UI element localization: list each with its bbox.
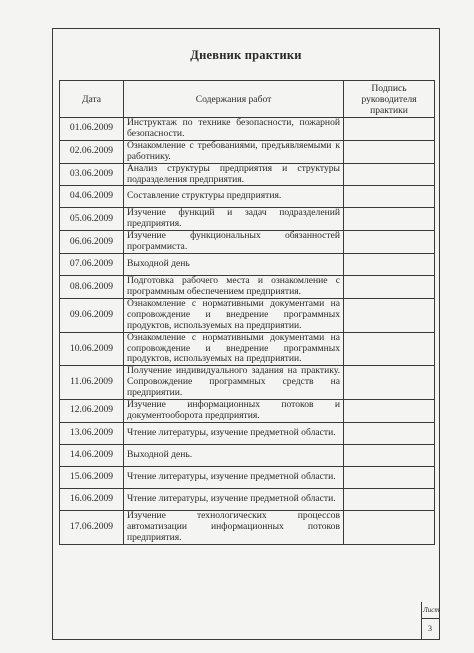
stamp-divider-vertical [421, 602, 422, 640]
table-row [60, 488, 435, 510]
row-work: Чтение литературы, изучение предметной области. [124, 466, 344, 488]
row-signature [344, 488, 435, 510]
header-work: Содержания работ [124, 81, 344, 118]
table-header-row [60, 81, 435, 118]
stamp-divider-horizontal [421, 618, 440, 619]
row-work: Инструктаж по технике безопасности, пожарной безопасности. [124, 118, 344, 141]
row-signature [344, 231, 435, 254]
row-date: 05.06.2009 [60, 208, 124, 231]
row-work: Выходной день. [124, 444, 344, 466]
row-date: 02.06.2009 [60, 140, 124, 163]
row-signature [344, 366, 435, 400]
table-row [60, 186, 435, 208]
row-signature [344, 118, 435, 141]
table-row [60, 510, 435, 544]
page-number: 3 [428, 624, 432, 633]
row-work: Чтение литературы, изучение предметной области. [124, 488, 344, 510]
table-row [60, 400, 435, 423]
row-work: Ознакомление с нормативными документами на сопровождение и внедрение программных продуктов, используемых на предприятии. [124, 298, 344, 332]
row-work: Изучение функций и задач подразделений предприятия. [124, 208, 344, 231]
row-work: Выходной день [124, 254, 344, 276]
table-row [60, 422, 435, 444]
row-work: Изучение функциональных обязанностей программиста. [124, 231, 344, 254]
row-date: 10.06.2009 [60, 332, 124, 366]
page-title: Дневник практики [190, 48, 302, 62]
row-work: Изучение информационных потоков и документооборота предприятия. [124, 400, 344, 423]
table-row [60, 118, 435, 141]
row-work: Получение индивидуального задания на практику. Сопровождение программных средств на предприятии. [124, 366, 344, 400]
table-row [60, 298, 435, 332]
row-signature [344, 400, 435, 423]
table-row [60, 366, 435, 400]
row-date: 08.06.2009 [60, 276, 124, 299]
row-date: 01.06.2009 [60, 118, 124, 141]
table-row [60, 466, 435, 488]
row-signature [344, 332, 435, 366]
header-signature: Подпись руководителя практики [344, 81, 435, 118]
row-work: Составление структуры предприятия. [124, 186, 344, 208]
row-work: Ознакомление с требованиями, предъявляемыми к работнику. [124, 140, 344, 163]
row-date: 15.06.2009 [60, 466, 124, 488]
row-date: 13.06.2009 [60, 422, 124, 444]
row-signature [344, 444, 435, 466]
table-row [60, 444, 435, 466]
row-date: 17.06.2009 [60, 510, 124, 544]
row-work: Ознакомление с нормативными документами на сопровождение и внедрение программных продуктов, используемых на предприятии. [124, 332, 344, 366]
row-signature [344, 466, 435, 488]
header-date: Дата [60, 81, 124, 118]
row-date: 16.06.2009 [60, 488, 124, 510]
practice-diary-table [59, 80, 435, 545]
row-date: 12.06.2009 [60, 400, 124, 423]
table-row [60, 276, 435, 299]
row-date: 09.06.2009 [60, 298, 124, 332]
row-date: 03.06.2009 [60, 163, 124, 186]
row-date: 07.06.2009 [60, 254, 124, 276]
table-row [60, 231, 435, 254]
row-signature [344, 140, 435, 163]
row-date: 06.06.2009 [60, 231, 124, 254]
row-signature [344, 208, 435, 231]
row-date: 11.06.2009 [60, 366, 124, 400]
row-work: Чтение литературы, изучение предметной области. [124, 422, 344, 444]
row-work: Изучение технологических процессов автоматизации информационных потоков предприятия. [124, 510, 344, 544]
row-signature [344, 298, 435, 332]
table-row [60, 332, 435, 366]
row-signature [344, 510, 435, 544]
table-row [60, 163, 435, 186]
row-signature [344, 254, 435, 276]
row-signature [344, 163, 435, 186]
row-date: 14.06.2009 [60, 444, 124, 466]
row-work: Подготовка рабочего места и ознакомление с программным обеспечением предприятия. [124, 276, 344, 299]
sheet-label: Лист [423, 606, 440, 614]
row-signature [344, 186, 435, 208]
row-signature [344, 422, 435, 444]
table-row [60, 254, 435, 276]
row-date: 04.06.2009 [60, 186, 124, 208]
row-work: Анализ структуры предприятия и структуры подразделения предприятия. [124, 163, 344, 186]
table-row [60, 140, 435, 163]
row-signature [344, 276, 435, 299]
table-row [60, 208, 435, 231]
